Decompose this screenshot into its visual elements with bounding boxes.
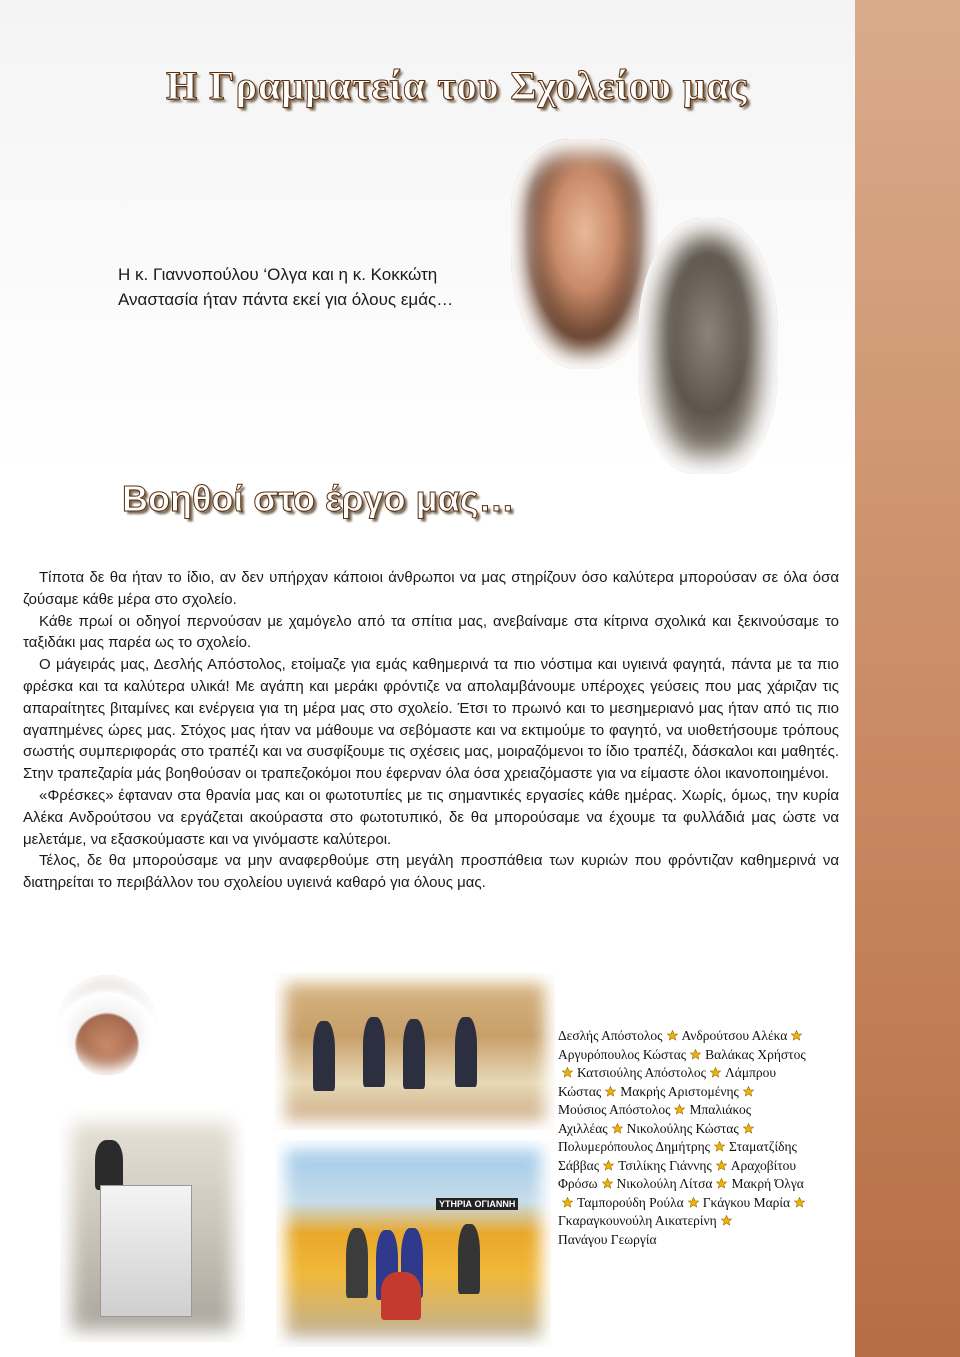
staff-name: Νικολούλης Κώστας [626, 1120, 739, 1136]
staff-line [558, 1046, 858, 1065]
star-icon [562, 1195, 573, 1206]
star-icon [721, 1213, 732, 1224]
star-icon [716, 1176, 727, 1187]
star-icon [690, 1047, 701, 1058]
person-figure [458, 1224, 480, 1294]
staff-name: Αργυρόπουλος Κώστας [558, 1046, 687, 1062]
person-figure [403, 1019, 425, 1089]
staff-name: Κώστας [558, 1083, 602, 1099]
staff-name: Ανδρούτσου Αλέκα [681, 1028, 788, 1043]
section-subtitle: Βοηθοί στο έργο μας… [122, 478, 515, 519]
copier-machine [100, 1185, 192, 1317]
paragraph: «Φρέσκες» έφταναν στα θρανία μας και οι φωτοτυπίες με τις σημαντικές εργασίες κάθε ημέρας. Χωρίς, όμως, την κυρία Αλέκα Ανδρούτσου να εργάζεται ακούραστα στο φωτοτυπικό, δε θα μπορούσαμε να έχουμε τα φυλλάδιά μας ώστε να μελετάμε, να εξασκούμαστε και να γινόμαστε καλύτεροι. [23, 786, 839, 848]
staff-line [558, 1157, 858, 1176]
star-icon [716, 1158, 727, 1169]
person-figure [313, 1021, 335, 1091]
star-icon [612, 1121, 623, 1132]
photo-copier-room [60, 1110, 245, 1342]
intro-text: Η κ. Γιαννοπούλου ‘Ολγα και η κ. Κοκκώτη Αναστασία ήταν πάντα εκεί για όλους εμάς… [118, 265, 454, 309]
star-icon [714, 1139, 725, 1150]
photo-bus-drivers [276, 1140, 551, 1347]
staff-name: Μακρή Όλγα [731, 1176, 804, 1191]
bus-sign: ΥΤΗΡΙΑ ΟΓΙΑΝΝΗ [436, 1198, 518, 1210]
staff-name: Σταματζίδης [729, 1139, 797, 1154]
body-text [23, 567, 839, 894]
staff-name: Κατσιούλης Απόστολος [577, 1065, 706, 1080]
staff-name: Μακρής Αριστομένης [620, 1083, 739, 1099]
paragraph: Ο μάγειράς μας, Δεσλής Απόστολος, ετοίμαζε για εμάς καθημερινά τα πιο νόστιμα και υγιεινά φαγητά, πάντα με τα πιο φρέσκα και τα καλύτερα υλικά! Με αγάπη και μεράκι φρόντιζε να απολαμβάνουμε υπέροχες γεύσεις που μας χάριζαν τις απαραίτητες βιταμίνες και ενέργεια για τη μέρα μας στο σχολείο. Έτσι το πρωινό και το μεσημεριανό μας ήταν από τις πιο αγαπημένες ώρες μας. Στόχος μας ήταν να μάθουμε να σεβόμαστε και να εκτιμούμε το φαγητό, να υιοθετήσουμε τρόπους σωστής συμπεριφοράς στο τραπέζι και να συσφίξουμε τις σχέσεις μας, μοιραζόμενοι το ίδιο τραπέζι, δάσκαλοι και μαθητές. Στην τραπεζαρία μάς βοηθούσαν οι τραπεζοκόμοι που έφερναν όλα όσα χρειαζόμαστε για να είμαστε όλοι ικανοποιημένοι. [23, 656, 839, 783]
star-icon [688, 1195, 699, 1206]
staff-line [558, 1194, 858, 1213]
star-icon [602, 1176, 613, 1187]
paragraph: Τέλος, δε θα μπορούσαμε να μην αναφερθούμε στη μεγάλη προσπάθεια των κυριών που φρόντιζαν καθημερινά να διατηρείται το περιβάλλον του σχολείου υγιεινά καθαρό για όλους μας. [23, 852, 839, 892]
staff-line [558, 1231, 858, 1250]
photo-secretary-2 [638, 218, 778, 474]
staff-line [558, 1175, 858, 1194]
staff-name: Μούσιος Απόστολος [558, 1102, 671, 1117]
person-figure [363, 1017, 385, 1087]
star-icon [743, 1121, 754, 1132]
staff-name: Πανάγου Γεωργία [558, 1231, 657, 1247]
staff-name: Ταμπορούδη Ρούλα [577, 1194, 684, 1210]
staff-name: Βαλάκας Χρήστος [705, 1046, 806, 1062]
star-icon [603, 1158, 614, 1169]
staff-line [558, 1138, 858, 1157]
star-icon [605, 1084, 616, 1095]
staff-line [558, 1212, 858, 1231]
staff-line [558, 1101, 858, 1120]
staff-line [558, 1083, 858, 1102]
star-icon [710, 1065, 721, 1076]
staff-name: Αχιλλέας [558, 1120, 608, 1136]
person-figure [381, 1272, 421, 1320]
staff-name: Σάββας [558, 1157, 600, 1173]
photo-chef [57, 975, 157, 1075]
photo-kitchen-staff [275, 973, 555, 1130]
staff-name: Γκάγκου Μαρία [702, 1194, 791, 1210]
star-icon [667, 1028, 678, 1039]
star-icon [791, 1028, 802, 1039]
paragraph: Κάθε πρωί οι οδηγοί περνούσαν με χαμόγελο από τα σπίτια μας, ανεβαίναμε στα κίτρινα σχολικά και ξεκινούσαμε το ταξιδάκι μας παρέα ως το σχολείο. [23, 612, 839, 652]
paragraph: Τίποτα δε θα ήταν το ίδιο, αν δεν υπήρχαν κάποιοι άνθρωποι να μας στηρίζουν όσο καλύτερα μπορούσαν σε όλα όσα ζούσαμε κάθε μέρα στο σχολείο. [23, 569, 839, 608]
staff-name: Πολυμερόπουλος Δημήτρης [558, 1139, 711, 1154]
person-figure [455, 1017, 477, 1087]
star-icon [743, 1084, 754, 1095]
person-figure [346, 1228, 368, 1298]
decorative-side-bar [855, 0, 960, 1357]
star-icon [562, 1065, 573, 1076]
staff-name: Τσιλίκης Γιάννης [618, 1157, 712, 1173]
person-figure [95, 1140, 123, 1190]
staff-name: Φρόσω [558, 1176, 598, 1191]
star-icon [674, 1102, 685, 1113]
staff-name: Λάμπρου [724, 1065, 777, 1080]
staff-name: Νικολούλη Λίτσα [616, 1176, 713, 1191]
star-icon [794, 1195, 805, 1206]
staff-line [558, 1064, 858, 1083]
staff-name: Γκαραγκουνούλη Αικατερίνη [558, 1213, 717, 1228]
page-title: Η Γραμματεία του Σχολείου μας [166, 63, 748, 108]
photo-secretary-1 [511, 139, 658, 369]
staff-list [558, 1027, 858, 1249]
staff-line [558, 1120, 858, 1139]
staff-name: Μπαλιάκος [689, 1102, 752, 1117]
staff-name: Αραχοβίτου [730, 1157, 797, 1173]
staff-name: Δεσλής Απόστολος [558, 1028, 663, 1043]
staff-line [558, 1027, 858, 1046]
